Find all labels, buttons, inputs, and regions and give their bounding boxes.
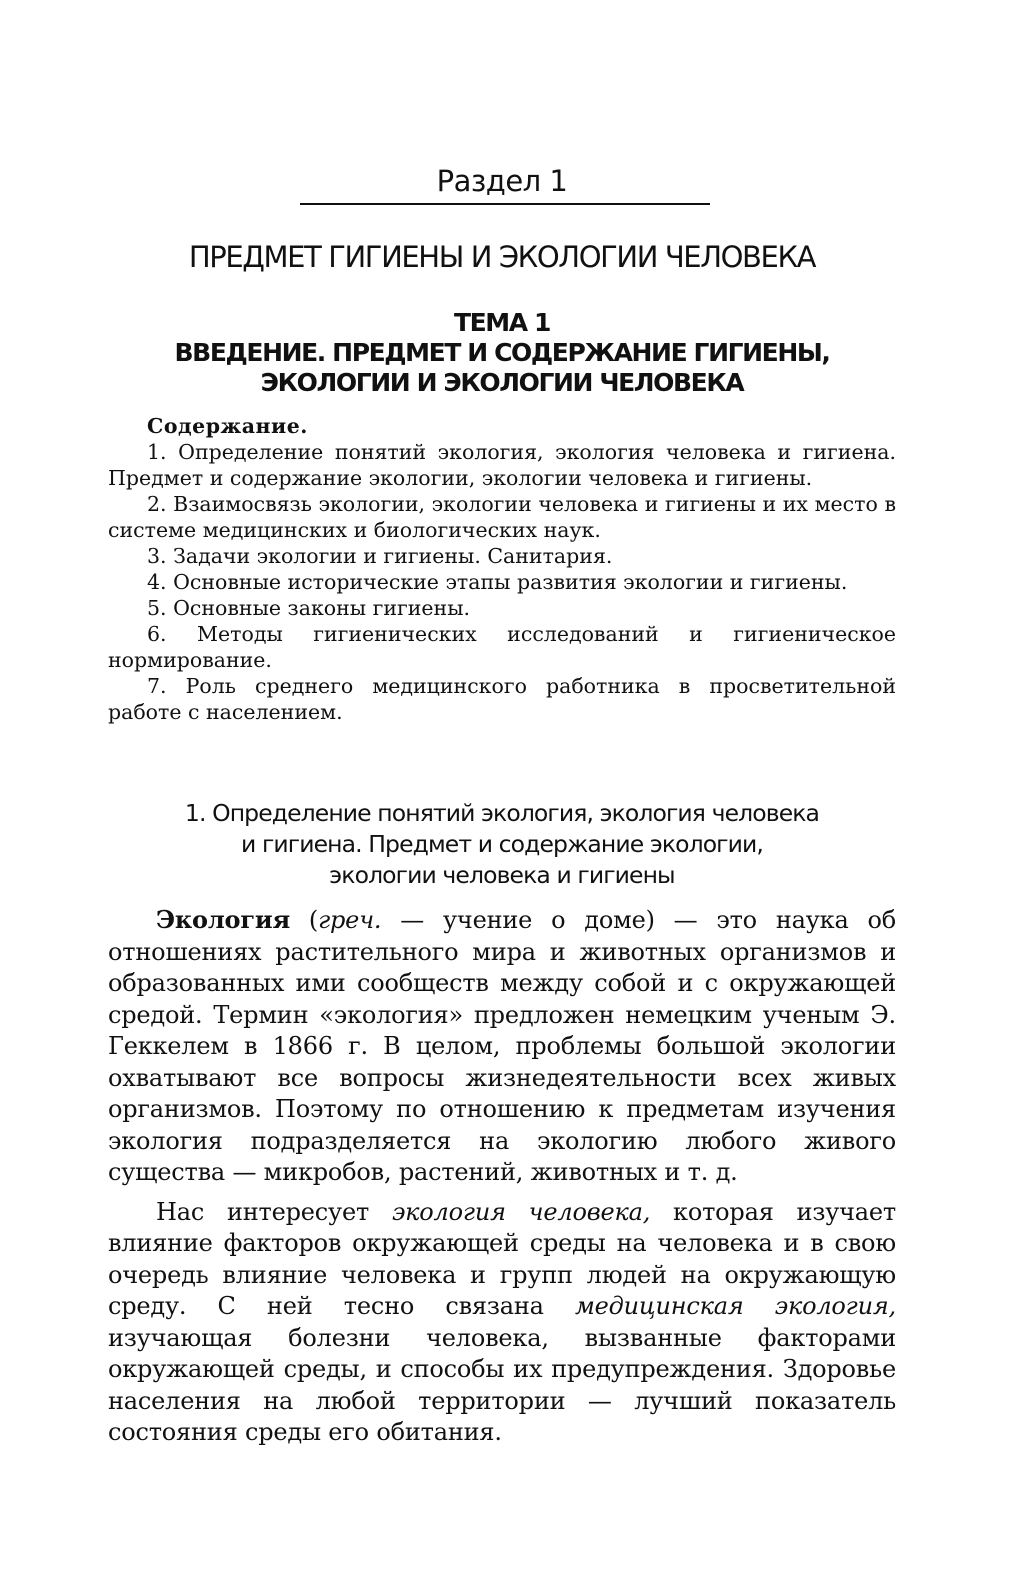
subsection-line2: и гигиена. Предмет и содержание экологии,: [241, 830, 763, 858]
contents-item: 6. Методы гигиенических исследований и гигиеническое нормирование.: [108, 622, 896, 672]
book-page: [108, 0, 896, 1575]
contents-item: 1. Определение понятий экология, экология человека и гигиена. Предмет и содержание экологии, экологии человека и гигиены.: [108, 440, 896, 490]
subsection-line1: 1. Определение понятий экология, экология человека: [184, 799, 820, 827]
subsection-line3: экологии человека и гигиены: [329, 861, 675, 889]
section-divider: [300, 203, 710, 205]
contents-item: 5. Основные законы гигиены.: [147, 596, 471, 620]
paren-open: (: [290, 906, 319, 934]
contents-item: 2. Взаимосвязь экологии, экологии человека и гигиены и их место в системе медицинских и биологических наук.: [108, 492, 896, 542]
paragraph-ecology: [108, 904, 896, 1189]
body-text: [108, 904, 896, 1457]
topic-heading: [108, 308, 896, 398]
term-medical-ecology: медицинская экология,: [574, 1292, 896, 1320]
contents-item: 3. Задачи экологии и гигиены. Санитария.: [147, 544, 613, 568]
paragraph-human-ecology: [108, 1197, 896, 1449]
topic-title-line2: ЭКОЛОГИИ И ЭКОЛОГИИ ЧЕЛОВЕКА: [260, 368, 744, 397]
paragraph-human-ecology-part3: изучающая болезни человека, вызванные факторами окружающей среды, и способы их предупреждения. Здоровье населения на любой территории — лучший показатель состояния среды его обитания.: [108, 1323, 896, 1446]
paragraph-ecology-text: — учение о доме) — это наука об отношениях растительного мира и животных организмов и образованных ими сообществ между собой и с окружающей средой. Термин «экология» предложен немецким ученым Э. Геккелем в 1866 г. В целом, проблемы большой экологии охватывают все вопросы жизнедеятельности всех живых организмов. Поэтому по отношению к предметам изучения экология подразделяется на экологию любого живого существа — микробов, растений, животных и т. д.: [108, 906, 897, 1186]
paragraph-human-ecology-part1: Нас интересует: [156, 1197, 392, 1226]
contents-list: [108, 413, 896, 725]
section-title: ПРЕДМЕТ ГИГИЕНЫ И ЭКОЛОГИИ ЧЕЛОВЕКА: [188, 240, 816, 274]
topic-title-line1: ВВЕДЕНИЕ. ПРЕДМЕТ И СОДЕРЖАНИЕ ГИГИЕНЫ,: [174, 338, 830, 367]
contents-heading: Содержание.: [147, 414, 308, 438]
topic-number: ТЕМА 1: [453, 308, 551, 337]
term-human-ecology: экология человека,: [391, 1197, 651, 1226]
paragraph-human-ecology-part2: которая изучает влияние факторов окружающей среды на человека и в свою очередь влияние человека и групп людей на окружающую среду. С ней тесно связана: [108, 1197, 896, 1320]
etymology-abbrev: греч.: [318, 906, 382, 934]
section-label: Раздел 1: [436, 164, 568, 198]
term-ecology: Экология: [156, 905, 290, 934]
contents-item: 4. Основные исторические этапы развития экологии и гигиены.: [147, 570, 848, 594]
contents-item: 7. Роль среднего медицинского работника в просветительной работе с населением.: [108, 674, 896, 724]
subsection-heading: [108, 798, 896, 891]
